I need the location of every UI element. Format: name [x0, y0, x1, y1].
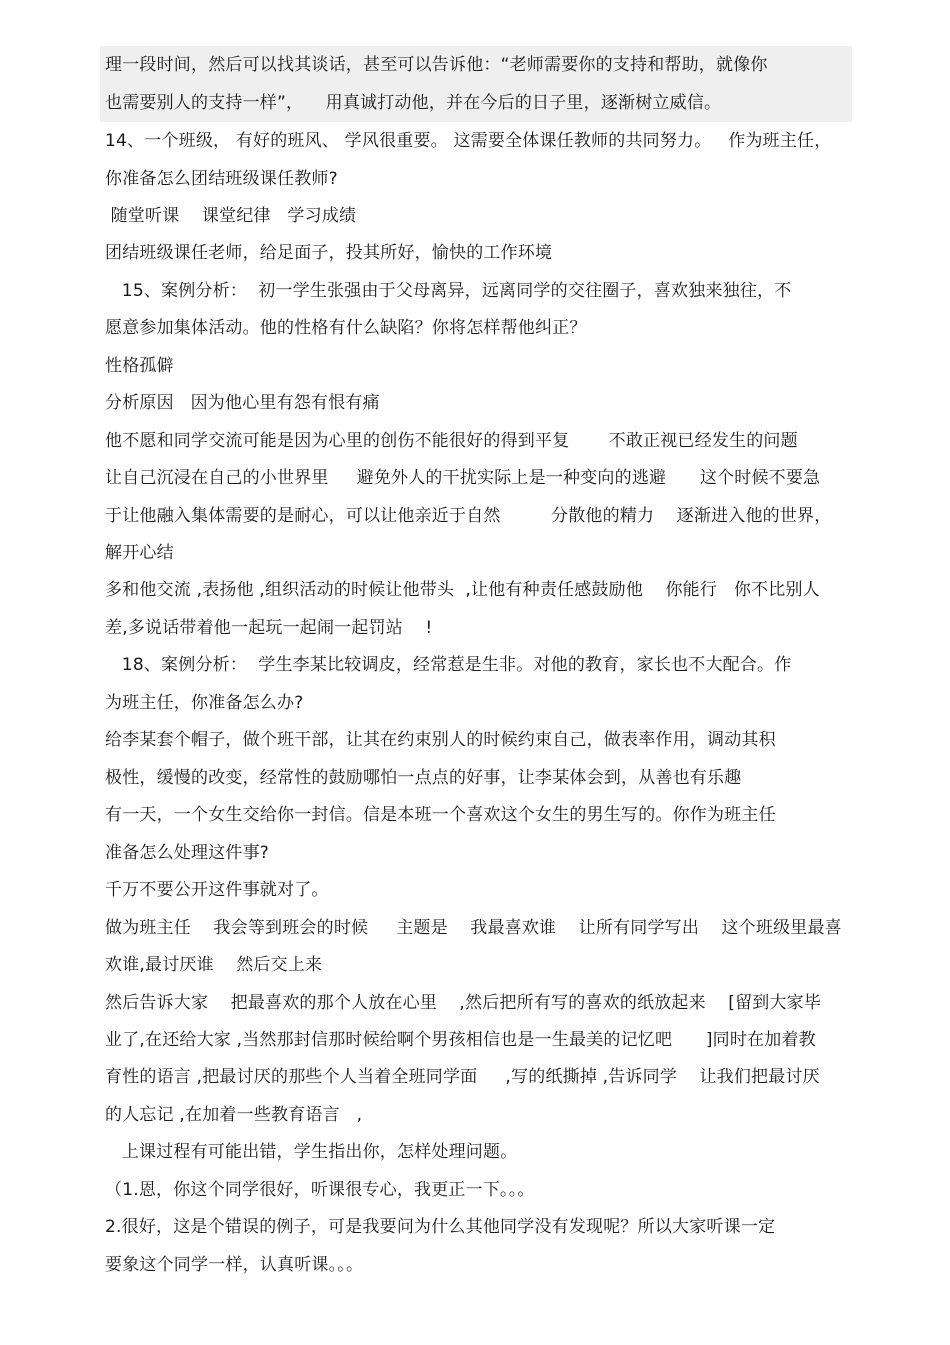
text-line: 差,多说话带着他一起玩一起闹一起罚站 ! [105, 618, 433, 638]
text-line: 18、案例分析： 学生李某比较调皮，经常惹是生非。对他的教育，家长也不大配合。作 [105, 655, 792, 675]
text-line: 育性的语言 ,把最讨厌的那些个人当着全班同学面 ,写的纸撕掉 ,告诉同学 让我们把最讨厌 [105, 1067, 820, 1087]
text-line: 14、一个班级， 有好的班风、 学风很重要。 这需要全体课任教师的共同努力。 作为班主任， [105, 131, 832, 151]
text-line: 分析原因 因为他心里有怨有恨有痛 [105, 393, 380, 413]
text-line: 极性，缓慢的改变，经常性的鼓励哪怕一点点的好事，让李某体会到，从善也有乐趣 [105, 768, 742, 788]
text-line: 多和他交流 ,表扬他 ,组织活动的时候让他带头 ,让他有种责任感鼓励他 你能行 你不比别人 [105, 580, 820, 600]
text-line: 要象这个同学一样，认真听课。。。 [105, 1255, 364, 1275]
text-line: 业了,在还给大家 ,当然那封信那时候给啊个男孩相信也是一生最美的记忆吧 ]同时在加着教 [105, 1030, 816, 1050]
text-line: 于让他融入集体需要的是耐心，可以让他亲近于自然 分散他的精力 逐渐进入他的世界， [105, 506, 832, 526]
text-line: 做为班主任 我会等到班会的时候 主题是 我最喜欢谁 让所有同学写出 这个班级里最喜 [105, 918, 842, 938]
text-line: 团结班级课任老师，给足面子，投其所好，愉快的工作环境 [105, 243, 553, 263]
text-line: 也需要别人的支持一样”， 用真诚打动他，并在今后的日子里，逐渐树立威信。 [105, 93, 722, 113]
text-line: 性格孤僻 [105, 356, 174, 376]
text-line: 他不愿和同学交流可能是因为心里的创伤不能很好的得到平复 不敢正视已经发生的问题 [105, 431, 798, 451]
text-line: 理一段时间，然后可以找其谈话，甚至可以告诉他：“老师需要你的支持和帮助，就像你 [105, 55, 768, 75]
text-line: 上课过程有可能出错，学生指出你，怎样处理问题。 [105, 1142, 518, 1162]
text-line: 15、案例分析： 初一学生张强由于父母离异，远离同学的交往圈子，喜欢独来独往，不 [105, 281, 792, 301]
text-line: 的人忘记 ,在加着一些教育语言 , [105, 1105, 363, 1125]
text-line: 准备怎么处理这件事? [105, 843, 270, 863]
text-line: 2.很好，这是个错误的例子，可是我要问为什么其他同学没有发现呢？所以大家听课一定 [105, 1217, 776, 1237]
text-line: 给李某套个帽子，做个班干部，让其在约束别人的时候约束自己，做表率作用，调动其积 [105, 730, 776, 750]
text-line: 让自己沉浸在自己的小世界里 避免外人的干扰实际上是一种变向的逃避 这个时候不要急 [105, 468, 821, 488]
text-line: 你准备怎么团结班级课任教师? [105, 169, 338, 189]
text-line: 愿意参加集体活动。他的性格有什么缺陷？你将怎样帮他纠正？ [105, 318, 587, 338]
text-line: 千万不要公开这件事就对了。 [105, 880, 329, 900]
text-line: 随堂听课 课堂纪律 学习成绩 [105, 206, 357, 226]
text-line: 然后告诉大家 把最喜欢的那个人放在心里 ,然后把所有写的喜欢的纸放起来 [留到大家毕 [105, 993, 822, 1013]
text-line: 欢谁,最讨厌谁 然后交上来 [105, 955, 323, 975]
text-line: 有一天，一个女生交给你一封信。信是本班一个喜欢这个女生的男生写的。你作为班主任 [105, 805, 776, 825]
text-line: 为班主任，你准备怎么办? [105, 693, 304, 713]
text-line: （1.恩，你这个同学很好，听课很专心，我更正一下。。。 [105, 1180, 535, 1200]
text-line: 解开心结 [105, 543, 174, 563]
